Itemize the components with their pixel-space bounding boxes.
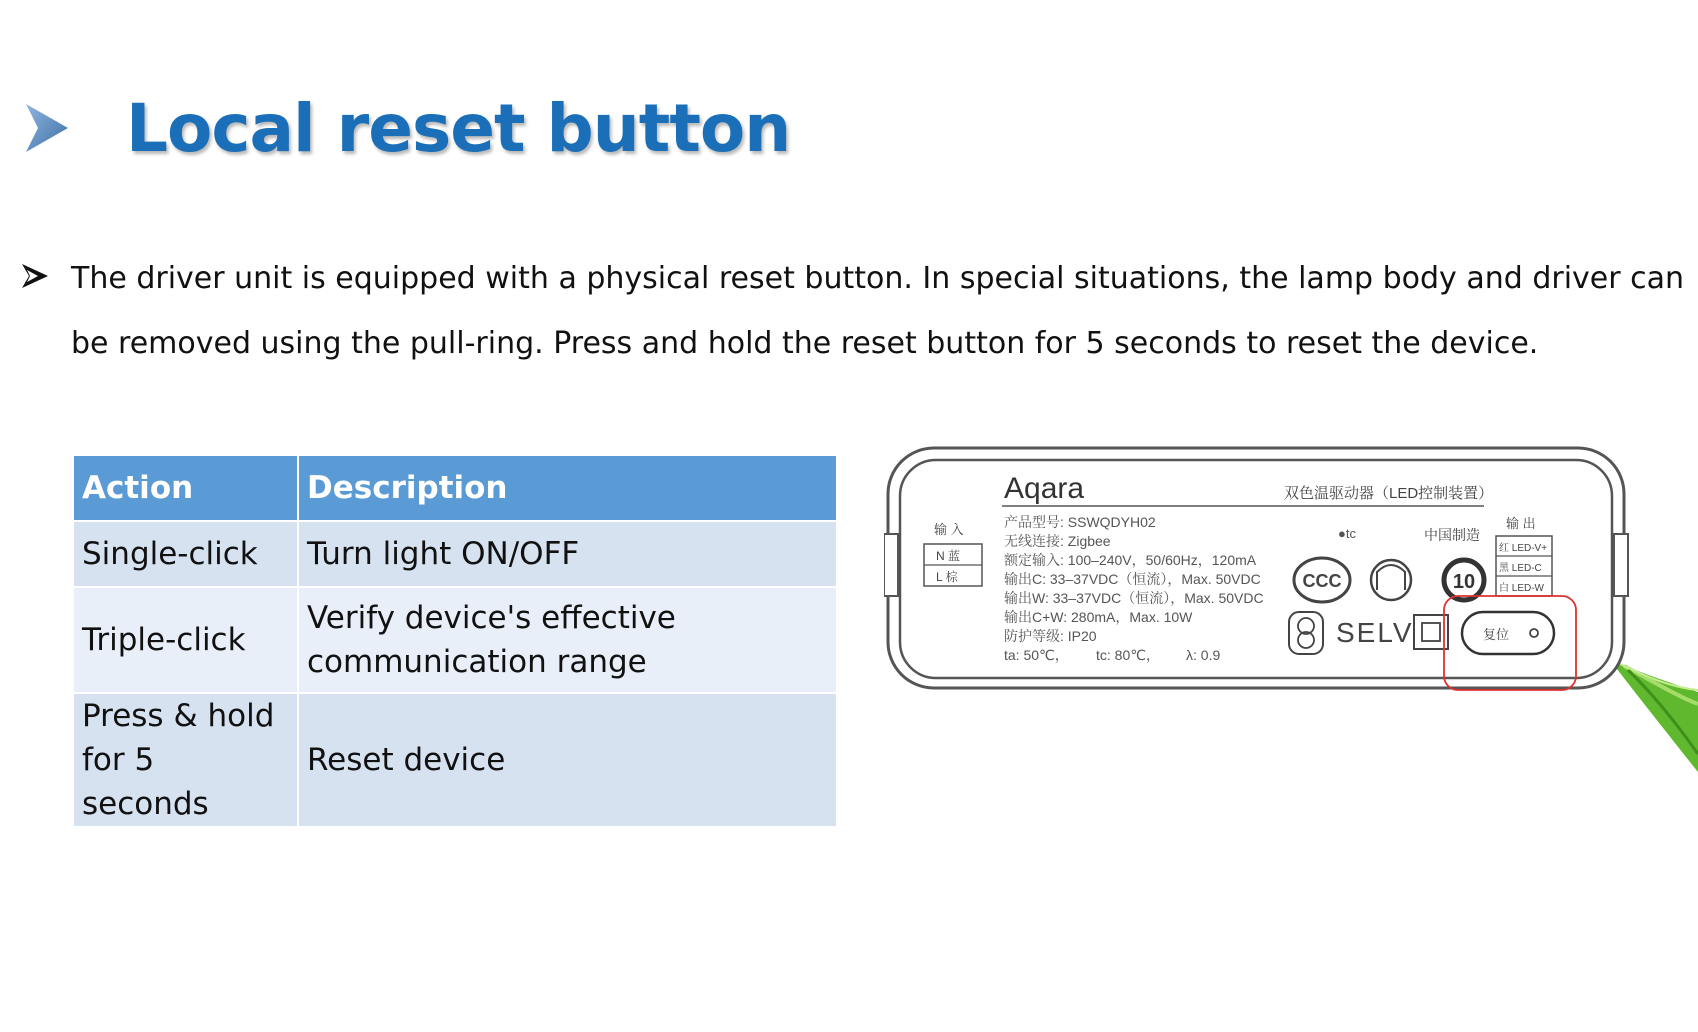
label-output-w: 输出W: 33–37VDC（恒流），Max. 50VDC: [1004, 590, 1264, 606]
label-output-heading: 输 出: [1506, 516, 1536, 531]
intro-text: The driver unit is equipped with a physical reset button. In special situations, the lamp body and driver can be removed using the pull-ring. Press and hold the reset button for 5 seconds to reset the device.: [71, 261, 1685, 361]
label-protection: 防护等级: IP20: [1004, 628, 1097, 644]
label-tc: tc: 80℃，: [1096, 647, 1160, 663]
driver-label-illustration: [884, 442, 1698, 782]
label-brand: Aqara: [1004, 472, 1085, 505]
table-row: [73, 693, 837, 827]
action-cell: Triple-click: [73, 587, 298, 693]
table-header-row: [73, 455, 837, 521]
label-product-name: 双色温驱动器（LED控制装置）: [1284, 485, 1494, 502]
label-tc-mark: ●tc: [1338, 526, 1356, 541]
label-lambda: λ: 0.9: [1186, 647, 1221, 663]
label-wireless: 无线连接: Zigbee: [1004, 533, 1111, 549]
action-cell: Single-click: [73, 521, 298, 587]
reset-button-label: 复位: [1482, 627, 1510, 642]
description-cell: Reset device: [298, 693, 837, 827]
label-ta: ta: 50℃，: [1004, 647, 1069, 663]
label-input-n: N 蓝: [936, 549, 961, 563]
label-input-heading: 输 入: [934, 522, 964, 537]
arrow-bullet-icon: [24, 102, 70, 154]
description-cell: Verify device's effective communication range: [298, 587, 837, 693]
pull-ring-icon: [1610, 660, 1698, 772]
label-model: 产品型号: SSWQDYH02: [1004, 514, 1156, 530]
reset-button[interactable]: [1462, 612, 1554, 654]
action-cell: Press & hold for 5 seconds: [73, 693, 298, 827]
page-title: Local reset button: [126, 89, 791, 167]
table-row: [73, 521, 837, 587]
table-row: [73, 587, 837, 693]
heading: [24, 78, 790, 178]
label-output-w-terminal: 白 LED-W: [1499, 583, 1544, 594]
column-header-action: Action: [73, 455, 298, 521]
svg-text:10: 10: [1452, 571, 1476, 593]
label-input-l: L 棕: [936, 570, 958, 584]
label-output-c-terminal: 黑 LED-C: [1499, 563, 1542, 574]
arrow-bullet-icon: [20, 262, 50, 290]
svg-text:CCC: CCC: [1302, 571, 1342, 591]
description-cell: Turn light ON/OFF: [298, 521, 837, 587]
label-output-c: 输出C: 33–37VDC（恒流），Max. 50VDC: [1004, 571, 1261, 587]
label-output-v: 红 LED-V+: [1499, 543, 1548, 554]
column-header-description: Description: [298, 455, 837, 521]
label-selv: SELV: [1336, 617, 1414, 648]
label-output-cw: 输出C+W: 280mA，Max. 10W: [1004, 609, 1193, 625]
label-rated-input: 额定输入: 100–240V，50/60Hz，120mA: [1004, 552, 1257, 568]
label-made-in: 中国制造: [1424, 527, 1480, 543]
actions-table: [72, 454, 838, 828]
